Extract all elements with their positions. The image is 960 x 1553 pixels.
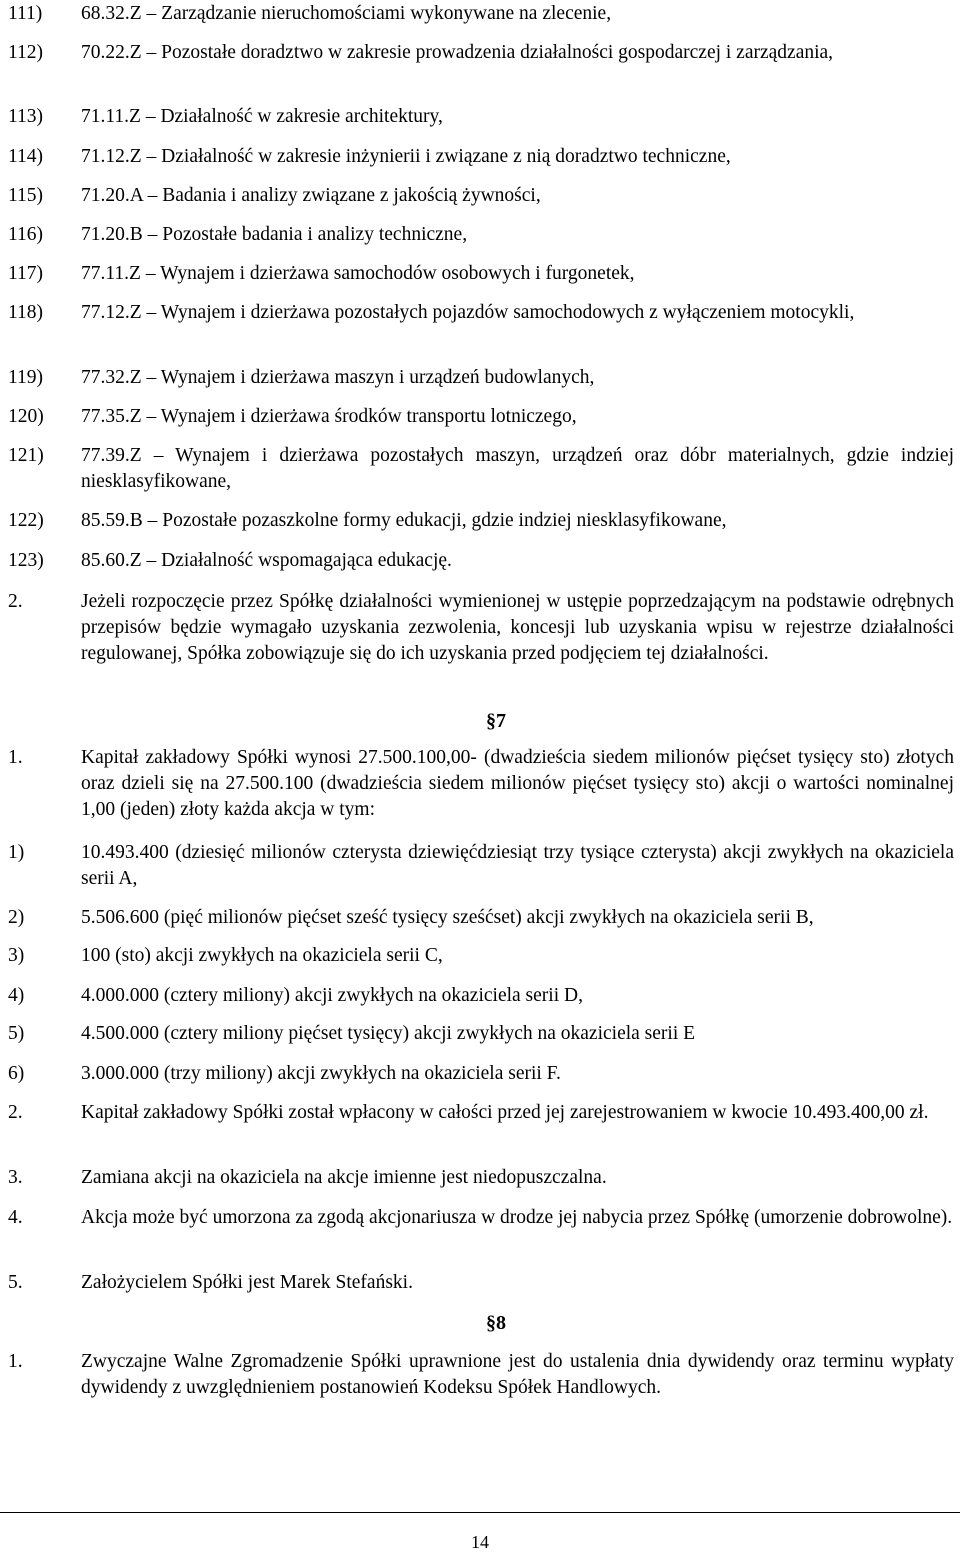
list-item — [8, 300, 954, 326]
list-item — [8, 40, 954, 66]
item-text: 100 (sto) akcji zwykłych na okaziciela serii C, — [81, 945, 443, 966]
paragraph-number: 4. — [8, 1207, 23, 1228]
list-item — [8, 548, 954, 574]
page-number: 14 — [471, 1532, 489, 1552]
section-heading-text: §7 — [486, 710, 506, 732]
item-text: 85.60.Z – Działalność wspomagająca edukację. — [81, 550, 452, 571]
paragraph — [8, 589, 954, 667]
item-text: 3.000.000 (trzy miliony) akcji zwykłych na okaziciela serii F. — [81, 1063, 561, 1084]
item-number: 111) — [8, 3, 43, 24]
list-item — [8, 1021, 954, 1047]
paragraph-number: 1. — [8, 747, 23, 768]
paragraph — [8, 745, 954, 823]
paragraph — [8, 1100, 954, 1126]
section-heading-text: §8 — [486, 1312, 506, 1334]
item-text: 77.12.Z – Wynajem i dzierżawa pozostałych pojazdów samochodowych z wyłączeniem motocykli, — [81, 302, 855, 323]
item-number: 121) — [8, 445, 44, 466]
item-number: 117) — [8, 263, 44, 284]
item-number: 118) — [8, 302, 44, 323]
paragraph-text: Zamiana akcji na okaziciela na akcje imienne jest niedopuszczalna. — [81, 1167, 607, 1188]
paragraph — [8, 1270, 954, 1296]
paragraph-number: 2. — [8, 591, 23, 612]
item-text: 68.32.Z – Zarządzanie nieruchomościami wykonywane na zlecenie, — [81, 3, 612, 24]
paragraph-text: Zwyczajne Walne Zgromadzenie Spółki uprawnione jest do ustalenia dnia dywidendy oraz terminu wypłaty dywidendy z uwzględnieniem postanowień Kodeksu Spółek Handlowych. — [81, 1351, 954, 1398]
list-item — [8, 1, 954, 27]
item-number: 119) — [8, 367, 44, 388]
item-text: 71.12.Z – Działalność w zakresie inżynierii i związane z nią doradztwo techniczne, — [81, 146, 731, 167]
list-item — [8, 104, 954, 130]
paragraph-text: Kapitał zakładowy Spółki został wpłacony w całości przed jej zarejestrowaniem w kwocie 10.493.400,00 zł. — [81, 1102, 929, 1123]
item-number: 112) — [8, 42, 44, 63]
list-item — [8, 943, 954, 969]
paragraph-number: 2. — [8, 1102, 23, 1123]
item-text: 71.11.Z – Działalność w zakresie architektury, — [81, 106, 443, 127]
item-text: 71.20.A – Badania i analizy związane z jakością żywności, — [81, 185, 541, 206]
paragraph-number: 5. — [8, 1272, 23, 1293]
paragraph-number: 1. — [8, 1351, 23, 1372]
item-number: 6) — [8, 1063, 25, 1084]
item-text: 77.39.Z – Wynajem i dzierżawa pozostałych maszyn, urządzeń oraz dóbr materialnych, gdzie indziej niesklasyfikowane, — [81, 445, 954, 492]
paragraph-text: Kapitał zakładowy Spółki wynosi 27.500.100,00- (dwadzieścia siedem milionów pięćset tysięcy sto) złotych oraz dzieli się na 27.500.100 (dwadzieścia siedem milionów pięćset tysięcy sto) akcji o wartości nominalnej 1,00 (jeden) złoty każda akcja w tym: — [81, 747, 954, 820]
paragraph-text: Akcja może być umorzona za zgodą akcjonariusza w drodze jej nabycia przez Spółkę (umorzenie dobrowolne). — [81, 1207, 953, 1228]
list-item — [8, 261, 954, 287]
item-text: 77.11.Z – Wynajem i dzierżawa samochodów osobowych i furgonetek, — [81, 263, 635, 284]
item-text: 5.506.600 (pięć milionów pięćset sześć tysięcy sześćset) akcji zwykłych na okaziciela serii B, — [81, 907, 814, 928]
item-number: 5) — [8, 1023, 25, 1044]
item-number: 116) — [8, 224, 44, 245]
item-text: 77.32.Z – Wynajem i dzierżawa maszyn i urządzeń budowlanych, — [81, 367, 595, 388]
item-number: 122) — [8, 510, 44, 531]
item-number: 115) — [8, 185, 44, 206]
list-item — [8, 183, 954, 209]
item-number: 114) — [8, 146, 44, 167]
item-number: 2) — [8, 907, 25, 928]
list-item — [8, 365, 954, 391]
paragraph-number: 3. — [8, 1167, 23, 1188]
list-item — [8, 983, 954, 1009]
item-number: 1) — [8, 842, 25, 863]
item-number: 4) — [8, 985, 25, 1006]
list-item — [8, 840, 954, 892]
item-text: 10.493.400 (dziesięć milionów czterysta dziewięćdziesiąt trzy tysiące czterysta) akcji zwykłych na okaziciela serii A, — [81, 842, 954, 889]
item-text: 71.20.B – Pozostałe badania i analizy techniczne, — [81, 224, 468, 245]
paragraph — [8, 1205, 954, 1231]
item-number: 123) — [8, 550, 44, 571]
list-item — [8, 443, 954, 495]
paragraph — [8, 1165, 954, 1191]
list-item — [8, 404, 954, 430]
list-item — [8, 508, 954, 534]
list-item — [8, 905, 954, 931]
list-item — [8, 222, 954, 248]
item-text: 70.22.Z – Pozostałe doradztwo w zakresie prowadzenia działalności gospodarczej i zarządzania, — [81, 42, 834, 63]
paragraph-text: Jeżeli rozpoczęcie przez Spółkę działalności wymienionej w ustępie poprzedzającym na podstawie odrębnych przepisów będzie wymagało uzyskania zezwolenia, koncesji lub uzyskania wpisu w rejestrze działalności regulowanej, Spółka zobowiązuje się do ich uzyskania przed podjęciem tej działalności. — [81, 591, 954, 664]
footer-divider — [0, 1512, 960, 1513]
item-text: 77.35.Z – Wynajem i dzierżawa środków transportu lotniczego, — [81, 406, 577, 427]
item-text: 85.59.B – Pozostałe pozaszkolne formy edukacji, gdzie indziej niesklasyfikowane, — [81, 510, 727, 531]
list-item — [8, 1061, 954, 1087]
paragraph-text: Założycielem Spółki jest Marek Stefański. — [81, 1272, 413, 1293]
item-text: 4.500.000 (cztery miliony pięćset tysięcy) akcji zwykłych na okaziciela serii E — [81, 1023, 696, 1044]
item-number: 3) — [8, 945, 25, 966]
item-number: 113) — [8, 106, 44, 127]
item-text: 4.000.000 (cztery miliony) akcji zwykłych na okaziciela serii D, — [81, 985, 583, 1006]
list-item — [8, 144, 954, 170]
item-number: 120) — [8, 406, 44, 427]
section-heading — [0, 1310, 960, 1336]
paragraph — [8, 1349, 954, 1401]
section-heading — [0, 708, 960, 734]
